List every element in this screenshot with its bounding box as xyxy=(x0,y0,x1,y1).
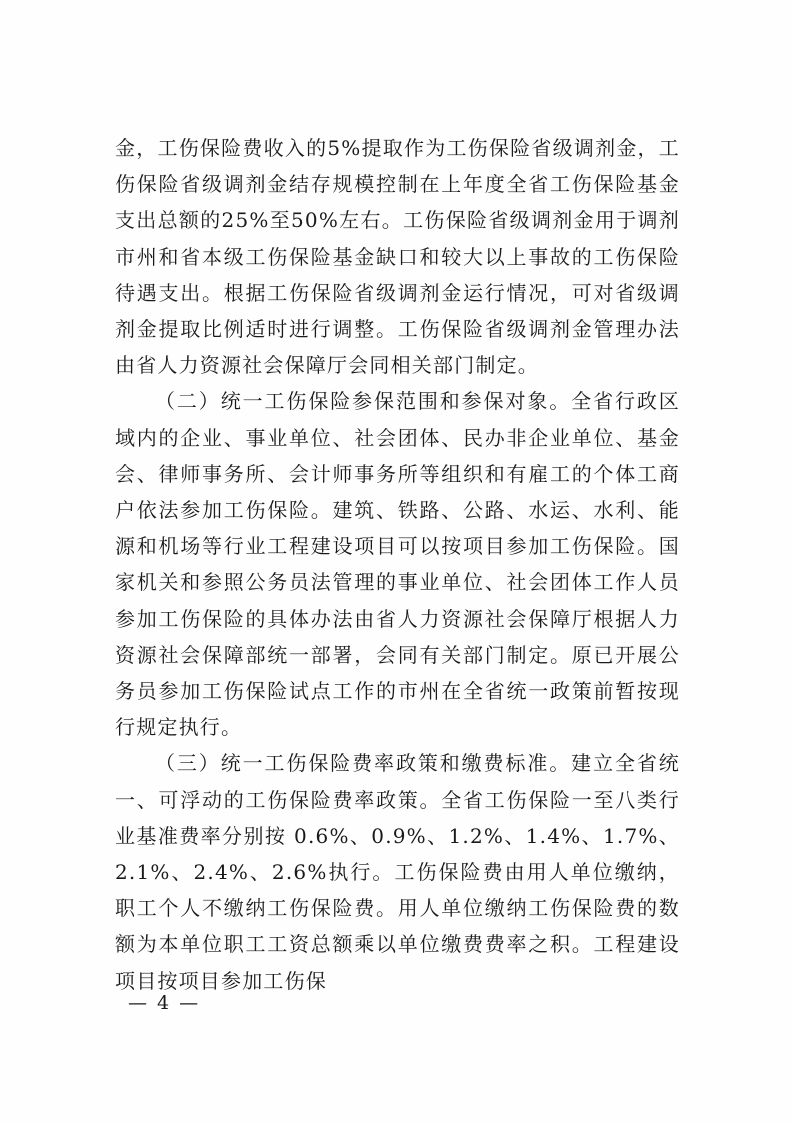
paragraph-section-2: （二）统一工伤保险参保范围和参保对象。全省行政区域内的企业、事业单位、社会团体、民办非企业单位、基金会、律师事务所、会计师事务所等组织和有雇工的个体工商户依法参加工伤保险。建筑、铁路、公路、水运、水利、能源和机场等行业工程建设项目可以按项目参加工伤保险。国家机关和参照公务员法管理的事业单位、社会团体工作人员参加工伤保险的具体办法由省人力资源社会保障厅根据人力资源社会保障部统一部署，会同有关部门制定。原已开展公务员参加工伤保险试点工作的市州在全省统一政策前暂按现行规定执行。 xyxy=(115,389,680,740)
paragraph-continuation: 金，工伤保险费收入的5%提取作为工伤保险省级调剂金，工伤保险省级调剂金结存规模控制在上年度全省工伤保险基金支出总额的25%至50%左右。工伤保险省级调剂金用于调剂市州和省本级工伤保险基金缺口和较大以上事故的工伤保险待遇支出。根据工伤保险省级调剂金运行情况，可对省级调剂金提取比例适时进行调整。工伤保险省级调剂金管理办法由省人力资源社会保障厅会同相关部门制定。 xyxy=(115,136,680,378)
paragraph-section-3: （三）统一工伤保险费率政策和缴费标准。建立全省统一、可浮动的工伤保险费率政策。全省工伤保险一至八类行业基准费率分别按 0.6%、0.9%、1.2%、1.4%、1.7%、2.1%、2.4%、2.6%执行。工伤保险费由用人单位缴纳，职工个人不缴纳工伤保险费。用人单位缴纳工伤保险费的数额为本单位职工工资总额乘以单位缴费费率之积。工程建设项目按项目参加工伤保 xyxy=(115,751,680,993)
document-body xyxy=(115,130,680,999)
page-number: — 4 — xyxy=(128,992,201,1014)
